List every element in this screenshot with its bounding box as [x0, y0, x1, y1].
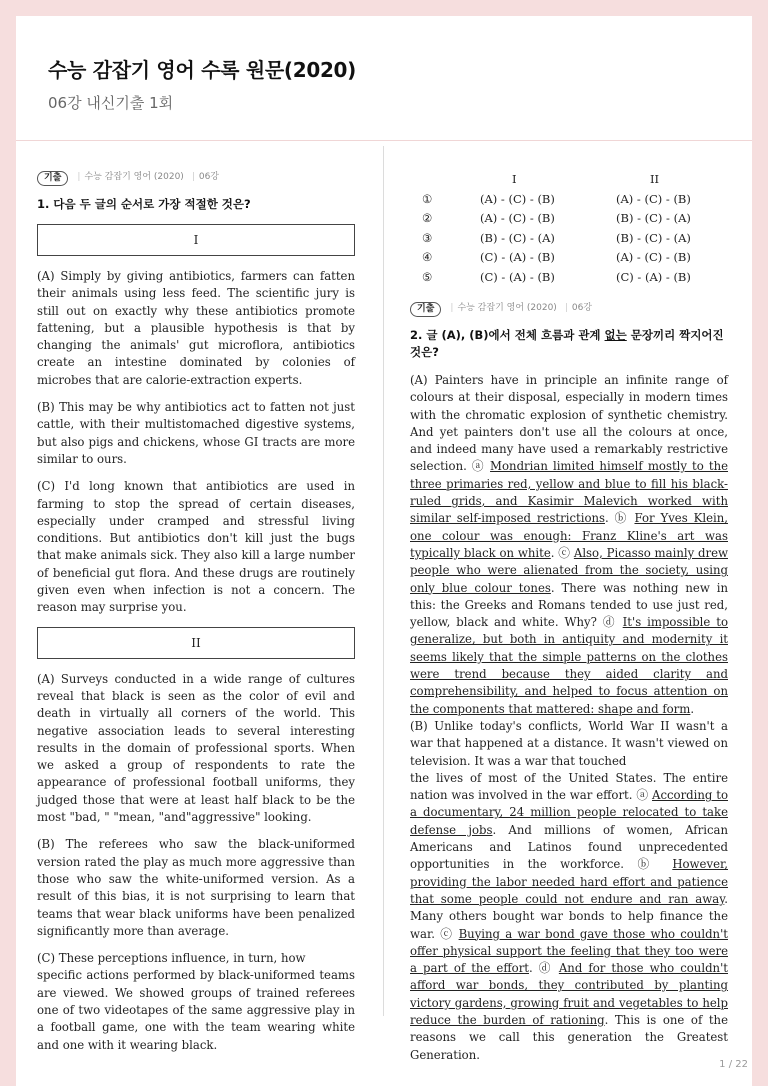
option-number: ⑤ — [422, 269, 433, 284]
passage-text: the lives of most of the United States. The entire nation was involved in the war effort. — [410, 770, 728, 803]
q1-source: 수능 감잡기 영어 (2020) — [84, 172, 184, 183]
options-header-I: I — [512, 172, 517, 186]
q1-passage-2c-line1: (C) These perceptions influence, in turn, how — [37, 951, 306, 966]
underlined-sentence: Buying a war bond gave those who couldn't offer physical support the feeling that they too were a part of the effort — [410, 926, 728, 976]
option-col-I: (A) - (C) - (B) — [480, 191, 555, 206]
q2-question — [410, 327, 728, 361]
document-header — [16, 16, 752, 141]
marker-d: ⓓ — [538, 961, 559, 976]
document-subtitle: 06강 내신기출 1회 — [48, 94, 174, 112]
option-row[interactable] — [410, 229, 728, 249]
marker-c: ⓒ — [558, 545, 574, 560]
option-col-II: (C) - (A) - (B) — [616, 269, 691, 284]
option-row[interactable] — [410, 190, 728, 210]
q1-passage-1c: (C) I'd long known that antibiotics are used in farming to stop the spread of certain diseases, especially under cramped and stressful living conditions. But antibiotics don't kill just the bugs that make animals sick. They also kill a large number of beneficial gut flora. And these drugs are routinely given even when infection is not a concern. The reason may surprise you. — [37, 479, 355, 615]
passage-text: . — [550, 545, 559, 560]
passage-text: . — [690, 701, 695, 716]
underlined-sentence: However, providing the labor needed hard effort and patience that some people could not endure and ran away — [410, 857, 728, 906]
q2-question-emphasis: 없는 — [604, 328, 627, 342]
marker-c: ⓒ — [440, 926, 459, 941]
option-number: ① — [422, 191, 433, 206]
q1-box-II: II — [37, 627, 355, 659]
underlined-sentence: For Yves Klein, one colour was enough: Franz Kline's art was typically black on white — [410, 511, 729, 560]
options-header-row — [410, 170, 728, 190]
passage-text: (A) Painters have in principle an infinite range of colours at their disposal, especially in modern times with the chromatic explosion of synthetic chemistry. And yet painters don't use all the colours at once, and indeed many have used a remarkably restrictive selection. — [410, 373, 728, 474]
option-col-II: (A) - (C) - (B) — [616, 250, 691, 264]
q2-source: 수능 감잡기 영어 (2020) — [457, 303, 557, 314]
passage-text: . And millions of women, African Americans and Latinos found unprecedented opportunities in the workforce. — [410, 822, 728, 872]
marker-b: ⓑ — [637, 857, 673, 872]
option-row[interactable] — [410, 248, 728, 268]
option-col-I: (C) - (A) - (B) — [480, 250, 555, 264]
q1-question: 1. 다음 두 글의 순서로 가장 적절한 것은? — [37, 197, 251, 211]
q1-passage-2c-line2: specific actions performed by black-uniformed teams are viewed. We showed groups of trained referees one of two videotapes of the same aggressive play in a football game, one with the team wearing white and one with it wearing black. — [37, 968, 355, 1052]
underlined-sentence: Mondrian limited himself mostly to the three primaries red, yellow and blue to fill his black-ruled grids, and Kasimir Malevich worked with similar self-imposed restrictions — [410, 459, 729, 526]
q2-passage-A — [410, 372, 728, 718]
option-number: ④ — [422, 250, 433, 264]
q1-box-I: I — [37, 224, 355, 256]
option-col-I: (B) - (C) - (A) — [480, 230, 555, 245]
q1-tagline — [37, 170, 355, 186]
q1-passage-1b: (B) This may be why antibiotics act to fatten not just cattle, with their multistomached digestive systems, but also pigs and chickens, whose GI tracts are more similar to ours. — [37, 400, 355, 466]
underlined-sentence: Also, Picasso mainly drew people who were alienated from the society, using only blue colour tones — [410, 545, 728, 595]
q1-passage-1a: (A) Simply by giving antibiotics, farmers can fatten their animals using less feed. The scientific jury is still out on exactly why these antibiotics promote fattening, but a plausible hypothesis is that by changing the animals' gut microflora, antibiotics create an intestine dominated by colonies of microbes that are calorie-extraction experts. — [37, 269, 355, 387]
option-col-II: (A) - (C) - (B) — [616, 191, 691, 206]
option-col-II: (B) - (C) - (A) — [616, 211, 691, 225]
right-column — [410, 170, 728, 1074]
passage-text: . Many others bought war bonds to help finance the war. — [410, 891, 728, 941]
underlined-sentence: And for those who couldn't afford war bonds, they contributed by planting victory gardens, growing fruit and vegetables to help reduce the burden of rationing — [410, 961, 728, 1027]
q1-passage-2b: (B) The referees who saw the black-uniformed version rated the play as much more aggressive than those who saw the white-uniformed version. As a result of this bias, it is not surprising to learn that teams that wear black uniforms have been penalized significantly more than average. — [37, 837, 355, 938]
option-col-I: (C) - (A) - (B) — [480, 269, 555, 284]
marker-a: ⓐ — [471, 459, 491, 474]
separator: | — [450, 303, 454, 314]
marker-a: ⓐ — [636, 788, 653, 803]
option-row[interactable] — [410, 209, 728, 229]
page-number: 1 / 22 — [719, 1059, 748, 1070]
q1-tag-badge: 기출 — [37, 171, 68, 186]
options-header-II: II — [650, 172, 660, 186]
passage-text: . — [605, 511, 615, 526]
q2-lesson: 06강 — [571, 303, 593, 314]
separator: | — [77, 172, 81, 183]
q2-tagline — [410, 301, 728, 317]
option-col-II: (B) - (C) - (A) — [616, 230, 691, 245]
separator: | — [191, 172, 195, 183]
q1-passage-2a: (A) Surveys conducted in a wide range of cultures reveal that black is seen as the color of evil and death in virtually all corners of the world. This negative association leads to several interesting results in the domain of professional sports. When we asked a group of respondents to rate the appearance of professional football uniforms, they judged those that were at least half black to be the most "bad, " "mean, "and"aggressive" looking. — [37, 671, 355, 825]
passage-text: . This is one of the reasons we call this generation the Greatest Generation. — [410, 1012, 728, 1062]
underlined-sentence: According to a documentary, 24 million people relocated to take defense jobs — [410, 788, 728, 837]
q2-question-post: 문장끼리 짝지어진 것은? — [410, 328, 724, 359]
option-number: ③ — [422, 230, 433, 245]
q2-tag-badge: 기출 — [410, 302, 441, 317]
option-row[interactable] — [410, 268, 728, 288]
q2-question-pre: 2. 글 (A), (B)에서 전체 흐름과 관계 — [410, 328, 605, 342]
option-number: ② — [422, 211, 433, 225]
q2-passage-B-line1: (B) Unlike today's conflicts, World War II wasn't a war that happened at a distance. It wasn't viewed on television. It was a war that touched — [410, 718, 728, 768]
option-col-I: (A) - (C) - (B) — [480, 211, 555, 225]
q2-passage-B — [410, 770, 728, 1064]
passage-text: . — [528, 961, 539, 976]
column-divider — [383, 146, 384, 1016]
passage-text: . There was nothing new in this: the Greeks and Romans tended to use just red, yellow, black and white. Why? — [410, 580, 728, 630]
left-column — [37, 170, 355, 1064]
document-title: 수능 감잡기 영어 수록 원문(2020) — [48, 58, 357, 82]
marker-d: ⓓ — [602, 615, 623, 630]
separator: | — [564, 303, 568, 314]
q1-lesson: 06강 — [198, 172, 220, 183]
marker-b: ⓑ — [614, 511, 635, 526]
underlined-sentence: It's impossible to generalize, but both in antiquity and modernity it seems likely that the simple patterns on the clothes were trend because they aided clarity and comprehensibility, and helped to focus attention on the components that mattered: shape and form — [410, 615, 728, 716]
q1-options-table — [410, 170, 728, 287]
